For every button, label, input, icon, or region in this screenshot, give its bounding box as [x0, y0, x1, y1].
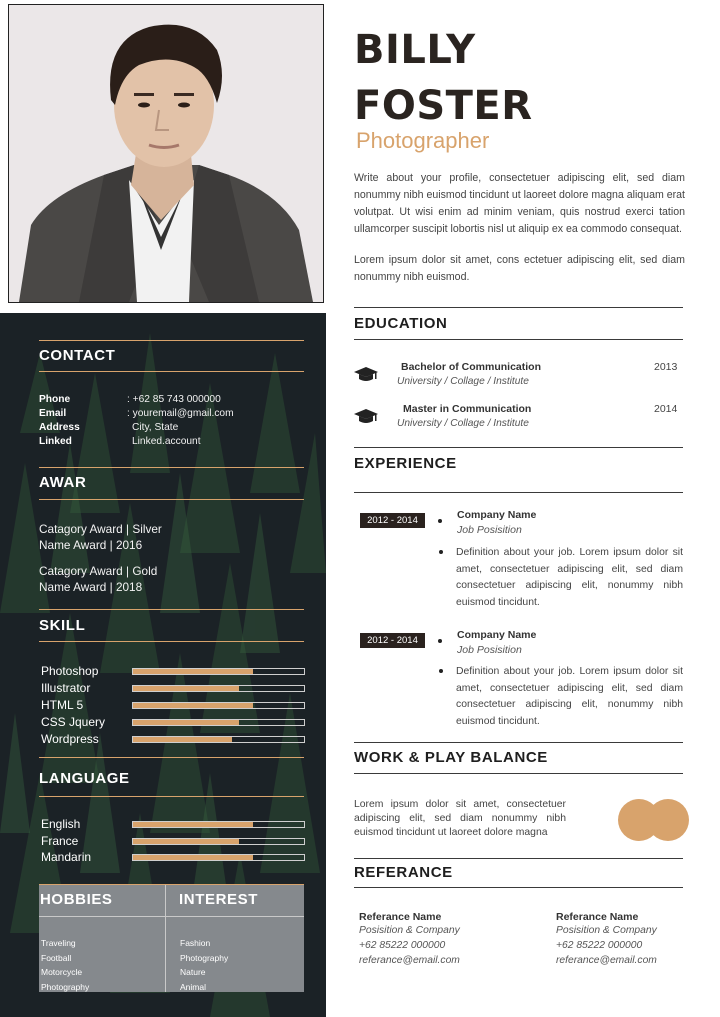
- education-year: 2013: [654, 361, 678, 373]
- interest-item: Animal: [180, 981, 206, 992]
- profile-summary: Write about your profile, consectetuer adipiscing elit, sed diam nonummy nibh euismod tincidunt ut laoreet dolore magna aliquam erat volutpat. Ut wisi enim ad minim veniam, quis nostrud exerci tation ullamcorper suscipit lobortis nisl ut aliquip ex ea commodo consequat.: [354, 172, 685, 235]
- language-title: LANGUAGE: [39, 770, 130, 787]
- skill-bar-fill: [133, 737, 232, 742]
- skill-name: HTML 5: [41, 698, 84, 712]
- play-circle: [647, 799, 689, 841]
- experience-position: Job Posisition: [457, 644, 522, 656]
- balance-circles: [618, 799, 690, 846]
- hobby-item: Motorcycle: [41, 967, 83, 977]
- reference-company: Posisition & Company: [359, 925, 460, 936]
- contact-address: City, State: [132, 422, 179, 433]
- reference-name: Referance Name: [556, 911, 639, 923]
- divider: [354, 447, 683, 448]
- experience-description: Definition about your job. Lorem ipsum dolor sit amet, consectetuer adipiscing elit, sed diam consectetuer adipiscing elit, nonummy nibh euismod tincidunt.: [456, 547, 683, 608]
- language-name: English: [41, 817, 81, 831]
- education-year: 2014: [654, 403, 678, 415]
- experience-description: Definition about your job. Lorem ipsum dolor sit amet, consectetuer adipiscing elit, sed diam consectetuer adipiscing elit, nonummy nibh euismod tincidunt.: [456, 666, 683, 727]
- bullet: [438, 639, 442, 643]
- education-institution: University / Collage / Institute: [397, 418, 529, 429]
- divider: [354, 307, 683, 308]
- divider: [39, 340, 304, 341]
- divider: [39, 757, 304, 758]
- skill-bar: [132, 685, 305, 692]
- skill-bar-fill: [133, 720, 239, 725]
- portrait-image: [9, 5, 323, 302]
- skill-bar: [132, 702, 305, 709]
- contact-email[interactable]: : youremail@gmail.com: [127, 408, 234, 419]
- award-item: [39, 522, 162, 553]
- profile-summary-2: Lorem ipsum dolor sit amet, cons ectetuer adipiscing elit, sed diam nonummy nibh euismod.: [354, 254, 685, 283]
- divider: [39, 916, 304, 917]
- reference-card: [556, 911, 657, 968]
- profile-photo: [8, 4, 324, 303]
- reference-phone: +62 85222 000000: [556, 940, 643, 951]
- language-bar-fill: [133, 855, 253, 860]
- skill-bar: [132, 719, 305, 726]
- interest-list: [180, 936, 228, 994]
- contact-label: Phone: [39, 394, 71, 405]
- interest-item: Photography: [180, 952, 229, 963]
- column-divider: [165, 884, 166, 992]
- experience-period: 2012 - 2014: [360, 633, 425, 648]
- skill-name: Photoshop: [41, 664, 99, 678]
- reference-email[interactable]: referance@email.com: [556, 955, 657, 966]
- graduation-cap-icon: [354, 365, 378, 388]
- skill-bar-fill: [133, 686, 239, 691]
- contact-label: Address: [39, 422, 80, 433]
- award-item: [39, 564, 157, 595]
- hobbies-list: [41, 936, 89, 994]
- hobbies-title: HOBBIES: [40, 891, 113, 908]
- hobby-item: Football: [41, 952, 72, 963]
- experience-company: Company Name: [457, 509, 537, 521]
- bullet: [439, 550, 443, 554]
- education-degree: Master in Communication: [403, 403, 532, 415]
- interest-item: Nature: [180, 967, 206, 977]
- graduation-cap-icon: [354, 407, 378, 430]
- skill-name: Wordpress: [41, 732, 99, 746]
- contact-phone: : +62 85 743 000000: [127, 394, 221, 405]
- first-name: BILLY: [354, 27, 476, 73]
- balance-text: Lorem ipsum dolor sit amet, consectetuer adipiscing elit, sed diam nonummy nibh euismod tincidunt ut laoreet dolore magna: [354, 799, 566, 838]
- reference-name: Referance Name: [359, 911, 442, 923]
- contact-linked[interactable]: Linked.account: [132, 436, 201, 447]
- divider: [39, 499, 304, 500]
- reference-title: REFERANCE: [354, 864, 453, 881]
- skill-name: Illustrator: [41, 681, 91, 695]
- award-name: Name Award | 2016: [39, 537, 143, 552]
- hobby-item: Traveling: [41, 938, 76, 948]
- reference-company: Posisition & Company: [556, 925, 657, 936]
- divider: [354, 339, 683, 340]
- skill-bar: [132, 736, 305, 743]
- balance-title: WORK & PLAY BALANCE: [354, 749, 548, 766]
- awards-title: AWAR: [39, 474, 87, 491]
- experience-period: 2012 - 2014: [360, 513, 425, 528]
- hobbies-interest-box: [39, 884, 304, 992]
- language-bar: [132, 854, 305, 861]
- divider: [354, 742, 683, 743]
- bullet: [439, 669, 443, 673]
- language-name: Mandarin: [41, 850, 92, 864]
- language-bar: [132, 838, 305, 845]
- contact-title: CONTACT: [39, 347, 116, 364]
- contact-label: Linked: [39, 436, 72, 447]
- education-institution: University / Collage / Institute: [397, 376, 529, 387]
- reference-phone: +62 85222 000000: [359, 940, 446, 951]
- award-category: Catagory Award | Silver: [39, 522, 162, 536]
- reference-card: [359, 911, 460, 968]
- skill-bar-fill: [133, 669, 253, 674]
- language-name: France: [41, 833, 79, 848]
- skill-bar: [132, 668, 305, 675]
- job-role: Photographer: [356, 128, 490, 153]
- divider: [39, 796, 304, 797]
- last-name: FOSTER: [354, 83, 533, 129]
- reference-email[interactable]: referance@email.com: [359, 955, 460, 966]
- bullet: [438, 519, 442, 523]
- divider: [354, 773, 683, 774]
- divider: [39, 371, 304, 372]
- award-category: Catagory Award | Gold: [39, 564, 158, 578]
- education-degree: Bachelor of Communication: [401, 361, 542, 373]
- hobby-item: Photography: [41, 981, 90, 992]
- divider: [39, 641, 304, 642]
- divider: [354, 887, 683, 888]
- skill-title: SKILL: [39, 617, 86, 634]
- divider: [354, 492, 683, 493]
- experience-title: EXPERIENCE: [354, 455, 457, 472]
- education-title: EDUCATION: [354, 315, 448, 332]
- language-bar-fill: [133, 822, 253, 827]
- experience-position: Job Posisition: [457, 524, 522, 536]
- divider: [39, 609, 304, 610]
- language-bar-fill: [133, 839, 239, 844]
- language-bar: [132, 821, 305, 828]
- experience-company: Company Name: [457, 629, 537, 641]
- skill-name: CSS Jquery: [41, 715, 106, 729]
- interest-title: INTEREST: [179, 891, 258, 908]
- divider: [39, 884, 304, 885]
- divider: [39, 467, 304, 468]
- interest-item: Fashion: [180, 938, 211, 948]
- contact-label: Email: [39, 408, 67, 419]
- divider: [354, 858, 683, 859]
- skill-bar-fill: [133, 703, 253, 708]
- award-name: Name Award | 2018: [39, 579, 143, 594]
